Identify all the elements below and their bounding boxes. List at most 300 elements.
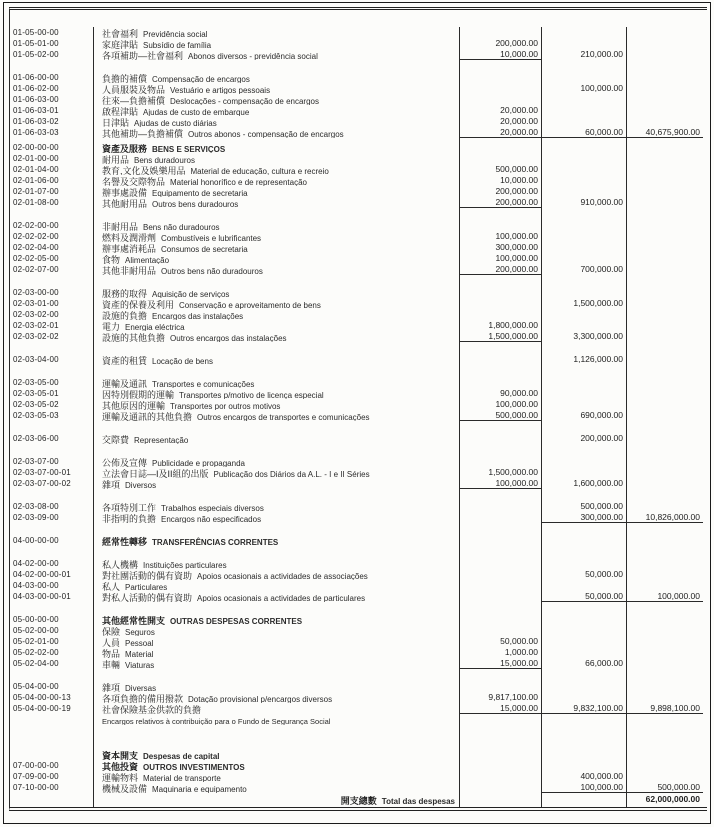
description-cell: [94, 692, 460, 703]
description-cell: [94, 365, 460, 377]
code-cell: 02-01-08-00: [10, 197, 94, 208]
code-cell: 02-03-06-00: [10, 433, 94, 444]
amount-total-cell: [627, 399, 703, 410]
amount-subtotal-cell: [542, 220, 627, 231]
table-row: [10, 580, 707, 591]
amount-subtotal-cell: 50,000.00: [542, 591, 627, 602]
description-cell: [94, 703, 460, 714]
row-gap: [10, 365, 707, 377]
amount-total-cell: [627, 658, 703, 669]
description-cell: [94, 60, 460, 72]
description-cell: [94, 175, 460, 186]
description-pt: TRANSFERÊNCIAS CORRENTES: [152, 538, 279, 546]
description-pt: OUTROS INVESTIMENTOS: [143, 763, 245, 771]
amount-total-cell: 9,898,100.00: [627, 703, 703, 714]
amount-detail-cell: [460, 433, 542, 444]
amount-total-cell: [627, 331, 703, 342]
amount-subtotal-cell: 100,000.00: [542, 782, 627, 793]
table-row: [10, 197, 707, 208]
description-zh: 食物: [102, 255, 121, 264]
table-row: [10, 535, 707, 546]
amount-subtotal-cell: [542, 614, 627, 625]
amount-total-cell: [627, 94, 703, 105]
code-cell: [10, 523, 94, 535]
code-cell: 07-00-00-00: [10, 760, 94, 771]
amount-subtotal-cell: [542, 681, 627, 692]
description-zh: 辦事處設備: [102, 188, 148, 197]
description-pt: Alimentação: [125, 256, 170, 264]
amount-subtotal-cell: [542, 602, 627, 614]
description-zh: 其他原因的運輸: [102, 401, 166, 410]
amount-subtotal-cell: [542, 94, 627, 105]
description-zh: 名譽及交際物品: [102, 177, 166, 186]
code-cell: 04-02-00-00: [10, 558, 94, 569]
table-row: [10, 625, 707, 636]
table-row: [10, 647, 707, 658]
description-zh: 啟程津貼: [102, 107, 139, 116]
code-cell: 05-04-00-00-19: [10, 703, 94, 714]
amount-detail-cell: [460, 523, 542, 535]
amount-subtotal-cell: [542, 725, 627, 749]
amount-subtotal-cell: [542, 399, 627, 410]
amount-total-cell: [627, 287, 703, 298]
description-pt: Equipamento de secretaria: [152, 189, 248, 197]
description-pt: Outros bens não duradouros: [161, 267, 263, 275]
row-gap: [10, 523, 707, 535]
description-pt: Trabalhos especiais diversos: [161, 504, 264, 512]
amount-subtotal-cell: [542, 625, 627, 636]
amount-subtotal-cell: [542, 27, 627, 38]
table-row: [10, 614, 707, 625]
code-cell: 02-03-05-03: [10, 410, 94, 421]
amount-subtotal-cell: [542, 275, 627, 287]
code-cell: 02-03-07-00: [10, 456, 94, 467]
amount-total-cell: [627, 253, 703, 264]
description-pt: Diversas: [125, 684, 157, 692]
table-row: [10, 49, 707, 60]
amount-detail-cell: [460, 591, 542, 602]
code-cell: 07-09-00-00: [10, 771, 94, 782]
amount-subtotal-cell: [542, 72, 627, 83]
amount-detail-cell: [460, 558, 542, 569]
description-cell: [94, 725, 460, 749]
amount-subtotal-cell: [542, 142, 627, 153]
description-zh: 交際費: [102, 435, 130, 444]
description-cell: [94, 27, 460, 38]
code-cell: [10, 489, 94, 501]
amount-total-cell: [627, 760, 703, 771]
amount-detail-cell: [460, 782, 542, 793]
amount-total-cell: [627, 580, 703, 591]
code-cell: 02-00-00-00: [10, 142, 94, 153]
description-pt: Transportes p/motivo de licença especial: [179, 391, 324, 399]
table-row: [10, 399, 707, 410]
description-zh: 燃料及潤滑劑: [102, 233, 157, 242]
description-cell: [94, 242, 460, 253]
description-note: Encargos relativos à contribuição para o Fundo de Segurança Social: [102, 717, 331, 725]
amount-detail-cell: 20,000.00: [460, 127, 542, 138]
amount-total-cell: [627, 535, 703, 546]
amount-detail-cell: 10,000.00: [460, 49, 542, 60]
description-zh: 資產的保養及利用: [102, 300, 175, 309]
amount-subtotal-cell: [542, 377, 627, 388]
description-cell: [94, 421, 460, 433]
code-cell: 02-03-09-00: [10, 512, 94, 523]
description-cell: [94, 580, 460, 591]
amount-detail-cell: [460, 725, 542, 749]
code-cell: 02-03-02-02: [10, 331, 94, 342]
table-body: [10, 27, 707, 793]
description-cell: [94, 558, 460, 569]
amount-detail-cell: [460, 365, 542, 377]
description-zh: 公佈及宣傳: [102, 458, 148, 467]
amount-detail-cell: [460, 771, 542, 782]
description-cell: [94, 444, 460, 456]
description-cell: [94, 399, 460, 410]
amount-detail-cell: [460, 444, 542, 456]
description-cell: [94, 105, 460, 116]
amount-detail-cell: 100,000.00: [460, 478, 542, 489]
description-zh: 辦事處消耗品: [102, 244, 157, 253]
code-cell: [10, 725, 94, 749]
description-cell: [94, 625, 460, 636]
code-cell: 05-04-00-00-13: [10, 692, 94, 703]
description-pt: Energia eléctrica: [125, 323, 185, 331]
code-cell: [10, 421, 94, 433]
amount-subtotal-cell: [542, 287, 627, 298]
amount-subtotal-cell: [542, 558, 627, 569]
amount-total-cell: [627, 725, 703, 749]
amount-total-cell: [627, 320, 703, 331]
code-cell: [10, 602, 94, 614]
code-cell: 01-06-03-02: [10, 116, 94, 127]
amount-subtotal-cell: [542, 242, 627, 253]
table-row: [10, 164, 707, 175]
description-cell: [94, 220, 460, 231]
table-row: [10, 749, 707, 760]
amount-total-cell: [627, 467, 703, 478]
description-pt: Apoios ocasionais a actividades de associações: [197, 572, 368, 580]
code-cell: 05-02-04-00: [10, 658, 94, 669]
amount-detail-cell: [460, 512, 542, 523]
amount-detail-cell: 200,000.00: [460, 186, 542, 197]
table-row: [10, 320, 707, 331]
amount-detail-cell: [460, 580, 542, 591]
table-row: [10, 298, 707, 309]
description-pt: Material: [125, 650, 154, 658]
description-cell: [94, 287, 460, 298]
description-pt: Transportes por outros motivos: [170, 402, 281, 410]
amount-detail-cell: [460, 142, 542, 153]
table-row: [10, 38, 707, 49]
code-cell: 05-02-01-00: [10, 636, 94, 647]
description-zh: 運輸物料: [102, 773, 139, 782]
description-zh: 人員: [102, 638, 121, 647]
code-cell: 04-03-00-00-01: [10, 591, 94, 602]
code-cell: 02-03-05-01: [10, 388, 94, 399]
description-pt: Despesas de capital: [143, 752, 220, 760]
description-cell: [94, 142, 460, 153]
description-cell: [94, 410, 460, 421]
description-cell: [94, 342, 460, 354]
description-cell: [94, 681, 460, 692]
description-pt: Deslocações - compensação de encargos: [170, 97, 319, 105]
code-cell: 04-00-00-00: [10, 535, 94, 546]
amount-subtotal-cell: [542, 580, 627, 591]
amount-total-cell: [627, 164, 703, 175]
code-cell: 02-03-07-00-02: [10, 478, 94, 489]
amount-total-cell: [627, 153, 703, 164]
amount-subtotal-cell: [542, 116, 627, 127]
amount-total-cell: [627, 692, 703, 703]
amount-detail-cell: [460, 421, 542, 433]
code-cell: [10, 749, 94, 760]
description-zh: 資產的租賃: [102, 356, 148, 365]
amount-detail-cell: 500,000.00: [460, 164, 542, 175]
code-cell: [10, 444, 94, 456]
amount-total-cell: [627, 614, 703, 625]
description-cell: [94, 433, 460, 444]
amount-subtotal-cell: [542, 714, 627, 725]
description-pt: Publicação dos Diários da A.L. - I e II Séries: [213, 470, 370, 478]
code-cell: 02-01-07-00: [10, 186, 94, 197]
amount-detail-cell: 1,000.00: [460, 647, 542, 658]
amount-total-cell: [627, 558, 703, 569]
amount-detail-cell: 1,500,000.00: [460, 467, 542, 478]
amount-detail-cell: [460, 354, 542, 365]
amount-subtotal-cell: [542, 186, 627, 197]
description-zh: 其他補助—負擔補償: [102, 129, 184, 138]
description-pt: Representação: [134, 436, 189, 444]
code-cell: [10, 669, 94, 681]
amount-total-cell: [627, 523, 703, 535]
table-row: [10, 478, 707, 489]
code-cell: 02-03-08-00: [10, 501, 94, 512]
amount-detail-cell: [460, 546, 542, 558]
description-cell: [94, 197, 460, 208]
code-cell: 02-01-00-00: [10, 153, 94, 164]
amount-subtotal-cell: 700,000.00: [542, 264, 627, 275]
amount-total-cell: [627, 142, 703, 153]
amount-detail-cell: [460, 669, 542, 681]
description-zh: 因特別假期的運輸: [102, 390, 175, 399]
amount-total-cell: [627, 49, 703, 60]
description-cell: [94, 782, 460, 793]
amount-subtotal-cell: [542, 208, 627, 220]
amount-subtotal-cell: [542, 669, 627, 681]
amount-detail-cell: [460, 569, 542, 580]
amount-detail-cell: 200,000.00: [460, 38, 542, 49]
amount-total-cell: [627, 489, 703, 501]
code-cell: 02-03-07-00-01: [10, 467, 94, 478]
amount-subtotal-cell: [542, 489, 627, 501]
amount-detail-cell: 200,000.00: [460, 197, 542, 208]
table-row: [10, 512, 707, 523]
row-gap: [10, 342, 707, 354]
description-pt: Conservação e aproveitamento de bens: [179, 301, 321, 309]
amount-detail-cell: [460, 614, 542, 625]
amount-detail-cell: 100,000.00: [460, 399, 542, 410]
total-subtotal-cell: [542, 793, 627, 807]
description-zh: 各項補助—社會福利: [102, 51, 184, 60]
description-cell: [94, 298, 460, 309]
description-zh: 其他耐用品: [102, 199, 148, 208]
description-cell: [94, 489, 460, 501]
description-pt: Instituições particulares: [143, 561, 227, 569]
description-cell: [94, 546, 460, 558]
code-cell: 07-10-00-00: [10, 782, 94, 793]
description-pt: Abonos diversos - previdência social: [188, 52, 318, 60]
table-row: [10, 220, 707, 231]
description-zh: 雜項: [102, 480, 121, 489]
amount-detail-cell: [460, 208, 542, 220]
amount-total-cell: [627, 264, 703, 275]
amount-total-cell: [627, 38, 703, 49]
amount-total-cell: [627, 546, 703, 558]
amount-subtotal-cell: [542, 175, 627, 186]
amount-total-cell: [627, 60, 703, 72]
description-cell: [94, 512, 460, 523]
description-cell: [94, 602, 460, 614]
code-cell: 02-01-06-00: [10, 175, 94, 186]
amount-subtotal-cell: [542, 749, 627, 760]
amount-detail-cell: [460, 287, 542, 298]
code-cell: 01-05-02-00: [10, 49, 94, 60]
table-row: [10, 501, 707, 512]
code-cell: 04-02-00-00-01: [10, 569, 94, 580]
description-pt: Outros encargos de transportes e comunicações: [197, 413, 370, 421]
amount-detail-cell: [460, 298, 542, 309]
description-cell: [94, 478, 460, 489]
description-cell: [94, 760, 460, 771]
total-label: [94, 793, 460, 807]
description-pt: Material honorífico e de representação: [170, 178, 307, 186]
amount-total-cell: [627, 433, 703, 444]
amount-total-cell: [627, 602, 703, 614]
description-cell: [94, 501, 460, 512]
amount-subtotal-cell: [542, 60, 627, 72]
code-cell: 02-03-02-00: [10, 309, 94, 320]
amount-detail-cell: [460, 83, 542, 94]
description-pt: Bens duradouros: [134, 156, 195, 164]
table-row: [10, 231, 707, 242]
amount-subtotal-cell: [542, 342, 627, 354]
amount-subtotal-cell: [542, 444, 627, 456]
description-zh: 社會福利: [102, 29, 139, 38]
table-row: [10, 692, 707, 703]
amount-total-cell: 500,000.00: [627, 782, 703, 793]
amount-total-cell: [627, 444, 703, 456]
description-cell: [94, 164, 460, 175]
description-pt: Apoios ocasionais a actividades de particulares: [197, 594, 366, 602]
code-cell: 02-03-02-01: [10, 320, 94, 331]
description-zh: 非指明的負擔: [102, 514, 157, 523]
description-zh: 私人機構: [102, 560, 139, 569]
code-cell: [10, 365, 94, 377]
amount-subtotal-cell: 50,000.00: [542, 569, 627, 580]
amount-detail-cell: [460, 220, 542, 231]
amount-detail-cell: [460, 760, 542, 771]
table-row: [10, 433, 707, 444]
description-pt: Subsídio de família: [143, 41, 212, 49]
description-cell: [94, 331, 460, 342]
amount-total-cell: [627, 771, 703, 782]
amount-total-cell: [627, 354, 703, 365]
description-zh: 對私人活動的偶有資助: [102, 593, 193, 602]
code-cell: 01-06-03-01: [10, 105, 94, 116]
row-gap: [10, 275, 707, 287]
amount-total-cell: 10,826,000.00: [627, 512, 703, 523]
row-gap: [10, 60, 707, 72]
amount-subtotal-cell: 210,000.00: [542, 49, 627, 60]
description-pt: Pessoal: [125, 639, 154, 647]
description-zh: 服務的取得: [102, 289, 148, 298]
table-row: [10, 186, 707, 197]
table-row: [10, 83, 707, 94]
amount-subtotal-cell: [542, 253, 627, 264]
expense-table: [9, 7, 707, 811]
description-cell: [94, 467, 460, 478]
description-cell: [94, 253, 460, 264]
description-cell: [94, 309, 460, 320]
amount-subtotal-cell: [542, 421, 627, 433]
amount-total-cell: [627, 478, 703, 489]
description-pt: Encargos das instalações: [152, 312, 244, 320]
table-row: [10, 703, 707, 714]
code-cell: 02-02-02-00: [10, 231, 94, 242]
amount-subtotal-cell: 400,000.00: [542, 771, 627, 782]
description-cell: [94, 714, 460, 725]
amount-detail-cell: [460, 602, 542, 614]
code-cell: [10, 275, 94, 287]
amount-subtotal-cell: [542, 636, 627, 647]
amount-subtotal-cell: [542, 456, 627, 467]
table-row: [10, 253, 707, 264]
table-row: [10, 467, 707, 478]
description-zh: 資本開支: [102, 751, 139, 760]
description-zh: 設施的其他負擔: [102, 333, 166, 342]
amount-total-cell: [627, 186, 703, 197]
table-row: [10, 264, 707, 275]
total-label-pt: Total das despesas: [381, 797, 455, 806]
description-pt: Locação de bens: [152, 357, 213, 365]
table-row: [10, 558, 707, 569]
amount-detail-cell: [460, 749, 542, 760]
description-pt: Viaturas: [125, 661, 155, 669]
table-row: [10, 175, 707, 186]
description-cell: [94, 749, 460, 760]
amount-total-cell: [627, 116, 703, 127]
amount-total-cell: [627, 220, 703, 231]
description-cell: [94, 94, 460, 105]
total-row: [10, 793, 707, 807]
description-pt: OUTRAS DESPESAS CORRENTES: [170, 617, 303, 625]
amount-subtotal-cell: 66,000.00: [542, 658, 627, 669]
description-cell: [94, 320, 460, 331]
code-cell: 02-03-05-00: [10, 377, 94, 388]
amount-subtotal-cell: 9,832,100.00: [542, 703, 627, 714]
description-cell: [94, 591, 460, 602]
description-zh: 各項特別工作: [102, 503, 157, 512]
amount-subtotal-cell: [542, 164, 627, 175]
description-pt: Transportes e comunicações: [152, 380, 255, 388]
amount-total-cell: [627, 242, 703, 253]
description-zh: 雜項: [102, 683, 121, 692]
description-cell: [94, 127, 460, 138]
description-zh: 運輸及通訊: [102, 379, 148, 388]
description-pt: Outros abonos - compensação de encargos: [188, 130, 344, 138]
amount-total-cell: [627, 410, 703, 421]
